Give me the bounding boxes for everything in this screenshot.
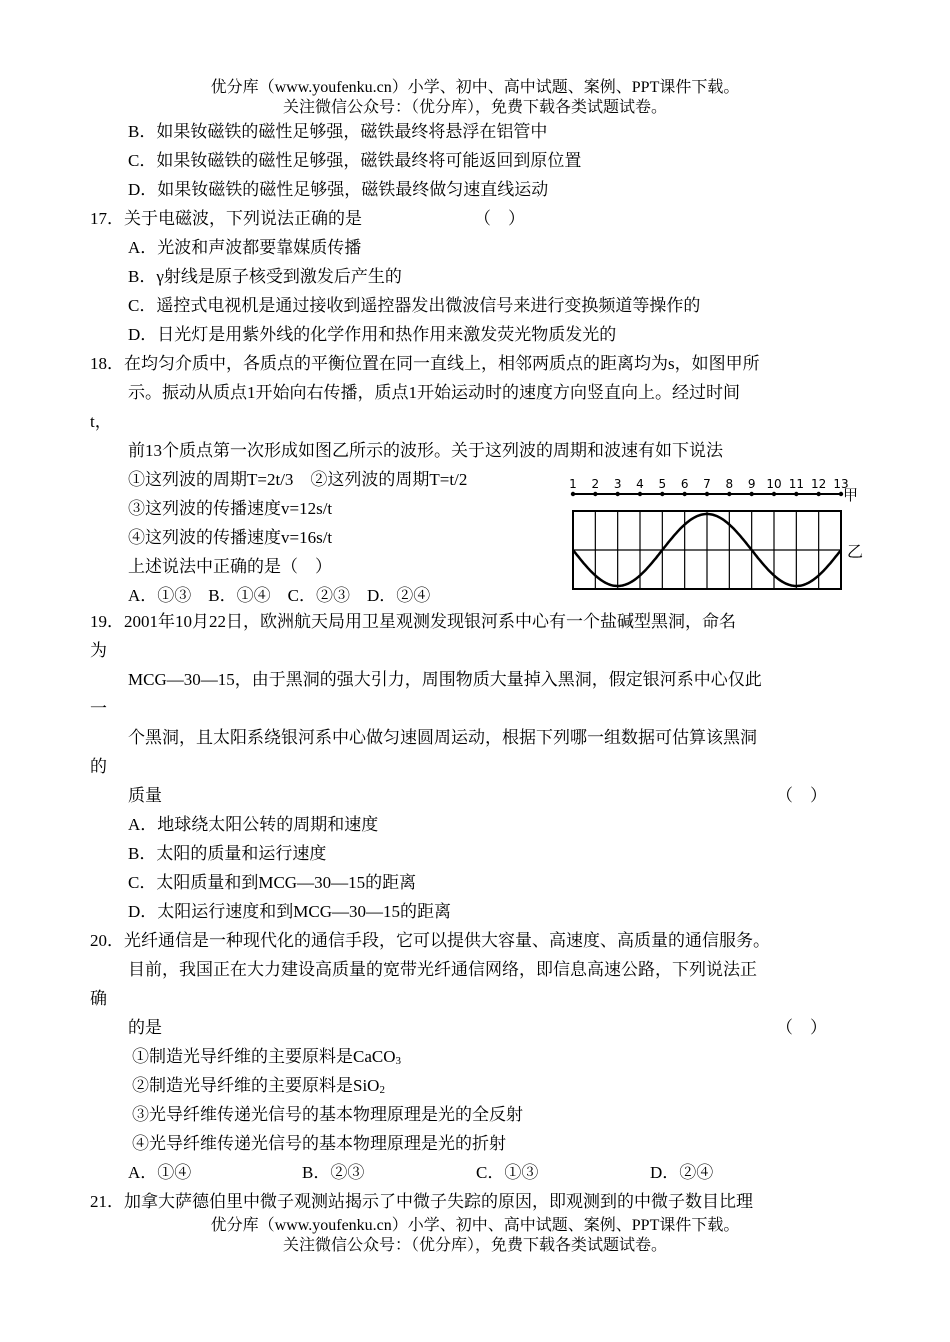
q19-option-a: A．地球绕太阳公转的周期和速度 <box>128 815 379 834</box>
point-dot-5 <box>660 492 664 496</box>
point-label-12: 12 <box>811 477 827 491</box>
q19-option-d: D．太阳运行速度和到MCG—30—15的距离 <box>128 902 452 921</box>
point-label-11: 11 <box>788 477 804 491</box>
q20-option-d: D．②④ <box>650 1163 714 1182</box>
grid-lines <box>573 511 841 589</box>
point-label-7: 7 <box>703 477 711 491</box>
q20-statement-4: ④光导纤维传递光信号的基本物理原理是光的折射 <box>132 1134 506 1153</box>
figure-point-labels <box>569 477 848 491</box>
point-dot-10 <box>772 492 776 496</box>
point-label-13: 13 <box>833 477 849 491</box>
q20-answer-paren: （ ） <box>776 1018 827 1037</box>
q20-statement-1: ①制造光导纤维的主要原料是CaCO$_3$ <box>132 1047 401 1067</box>
point-label-9: 9 <box>747 477 756 491</box>
point-label-8: 8 <box>725 477 734 491</box>
wave-figure <box>565 476 865 596</box>
q18-statement-4: ④这列波的传播速度v=16s/t <box>128 528 333 547</box>
point-label-6: 6 <box>680 477 689 491</box>
q17-option-c: C．遥控式电视机是通过接收到遥控器发出微波信号来进行变换频道等操作的 <box>128 296 701 315</box>
page-footer-line2: 关注微信公众号：（优分库），免费下载各类试题试卷。 <box>282 1237 667 1254</box>
q19-stem-line7: 质量 <box>128 786 162 805</box>
point-dot-11 <box>794 492 798 496</box>
q20-statement-3: ③光导纤维传递光信号的基本物理原理是光的全反射 <box>132 1105 523 1124</box>
q18-statement-1-2: ①这列波的周期T=2t/3 ②这列波的周期T=t/2 <box>128 470 468 489</box>
q17-stem: 17．关于电磁波，下列说法正确的是 <box>90 209 362 228</box>
q19-stem-line6: 的 <box>90 757 107 776</box>
q20-stem-line2: 目前，我国正在大力建设高质量的宽带光纤通信网络，即信息高速公路，下列说法正 <box>128 960 757 979</box>
point-dot-4 <box>638 492 642 496</box>
point-label-10: 10 <box>766 477 782 491</box>
q18-statement-3: ③这列波的传播速度v=12s/t <box>128 499 333 518</box>
label-jia: 甲 <box>843 486 859 504</box>
q16-option-c: C．如果钕磁铁的磁性足够强，磁铁最终将可能返回到原位置 <box>128 151 582 170</box>
q19-stem-line2: 为 <box>90 641 107 660</box>
label-yi: 乙 <box>847 542 864 561</box>
point-label-2: 2 <box>591 477 600 491</box>
q18-question: 上述说法中正确的是（ ） <box>128 557 332 576</box>
page-footer-line1: 优分库（www.youfenku.cn）小学、初中、高中试题、案例、PPT课件下载。 <box>210 1217 740 1234</box>
q19-stem-line5: 个黑洞，且太阳系绕银河系中心做匀速圆周运动，根据下列哪一组数据可估算该黑洞 <box>128 728 757 747</box>
page-header-line2: 关注微信公众号：（优分库），免费下载各类试题试卷。 <box>282 99 667 116</box>
q18-options: A．①③ B．①④ C．②③ D．②④ <box>128 586 431 605</box>
q20-stem-line3: 确 <box>90 989 107 1008</box>
q21-stem-line1: 21．加拿大萨德伯里中微子观测站揭示了中微子失踪的原因，即观测到的中微子数目比理 <box>90 1192 753 1211</box>
q17-answer-paren: （ ） <box>474 209 525 228</box>
point-dot-1 <box>571 492 575 496</box>
q20-statement-2: ②制造光导纤维的主要原料是SiO$_2$ <box>132 1076 385 1096</box>
point-label-4: 4 <box>636 477 644 491</box>
q20-stem-line4: 的是 <box>128 1018 162 1037</box>
q20-option-a: A．①④ <box>128 1163 192 1182</box>
point-label-3: 3 <box>613 477 622 491</box>
q20-option-b: B．②③ <box>302 1163 365 1182</box>
q19-stem-line1: 19．2001年10月22日，欧洲航天局用卫星观测发现银河系中心有一个盐碱型黑洞，命名 <box>90 612 736 631</box>
q17-option-d: D．日光灯是用紫外线的化学作用和热作用来激发荧光物质发光的 <box>128 325 617 344</box>
q16-option-b: B．如果钕磁铁的磁性足够强，磁铁最终将悬浮在铝管中 <box>128 122 548 141</box>
point-dot-8 <box>727 492 731 496</box>
q19-stem-line3: MCG—30—15，由于黑洞的强大引力，周围物质大量掉入黑洞，假定银河系中心仅此 <box>128 670 762 689</box>
q18-stem-line4: 前13个质点第一次形成如图乙所示的波形。关于这列波的周期和波速有如下说法 <box>128 441 723 460</box>
point-label-5: 5 <box>658 477 667 491</box>
q18-stem-line3: t， <box>90 412 112 431</box>
q16-option-d: D．如果钕磁铁的磁性足够强，磁铁最终做匀速直线运动 <box>128 180 549 199</box>
q17-option-b: B．γ射线是原子核受到激发后产生的 <box>128 267 402 286</box>
q18-stem-line2: 示。振动从质点1开始向右传播，质点1开始运动时的速度方向竖直向上。经过时间 <box>128 383 740 402</box>
q20-stem-line1: 20．光纤通信是一种现代化的通信手段，它可以提供大容量、高速度、高质量的通信服务。 <box>90 931 770 950</box>
point-label-1: 1 <box>569 477 577 491</box>
page-header-line1: 优分库（www.youfenku.cn）小学、初中、高中试题、案例、PPT课件下载。 <box>210 79 740 96</box>
point-dot-12 <box>816 492 820 496</box>
q20-option-c: C．①③ <box>476 1163 539 1182</box>
q19-stem-line4: 一 <box>90 699 107 718</box>
point-dot-2 <box>593 492 597 496</box>
point-dot-7 <box>705 492 709 496</box>
point-dot-9 <box>749 492 753 496</box>
q19-answer-paren: （ ） <box>776 786 827 805</box>
q17-option-a: A．光波和声波都要靠媒质传播 <box>128 238 362 257</box>
point-dot-3 <box>615 492 619 496</box>
q19-option-c: C．太阳质量和到MCG—30—15的距离 <box>128 873 417 892</box>
q19-option-b: B．太阳的质量和运行速度 <box>128 844 327 863</box>
point-dot-6 <box>682 492 686 496</box>
q18-stem-line1: 18．在均匀介质中，各质点的平衡位置在同一直线上，相邻两质点的距离均为s，如图甲所 <box>90 354 760 373</box>
